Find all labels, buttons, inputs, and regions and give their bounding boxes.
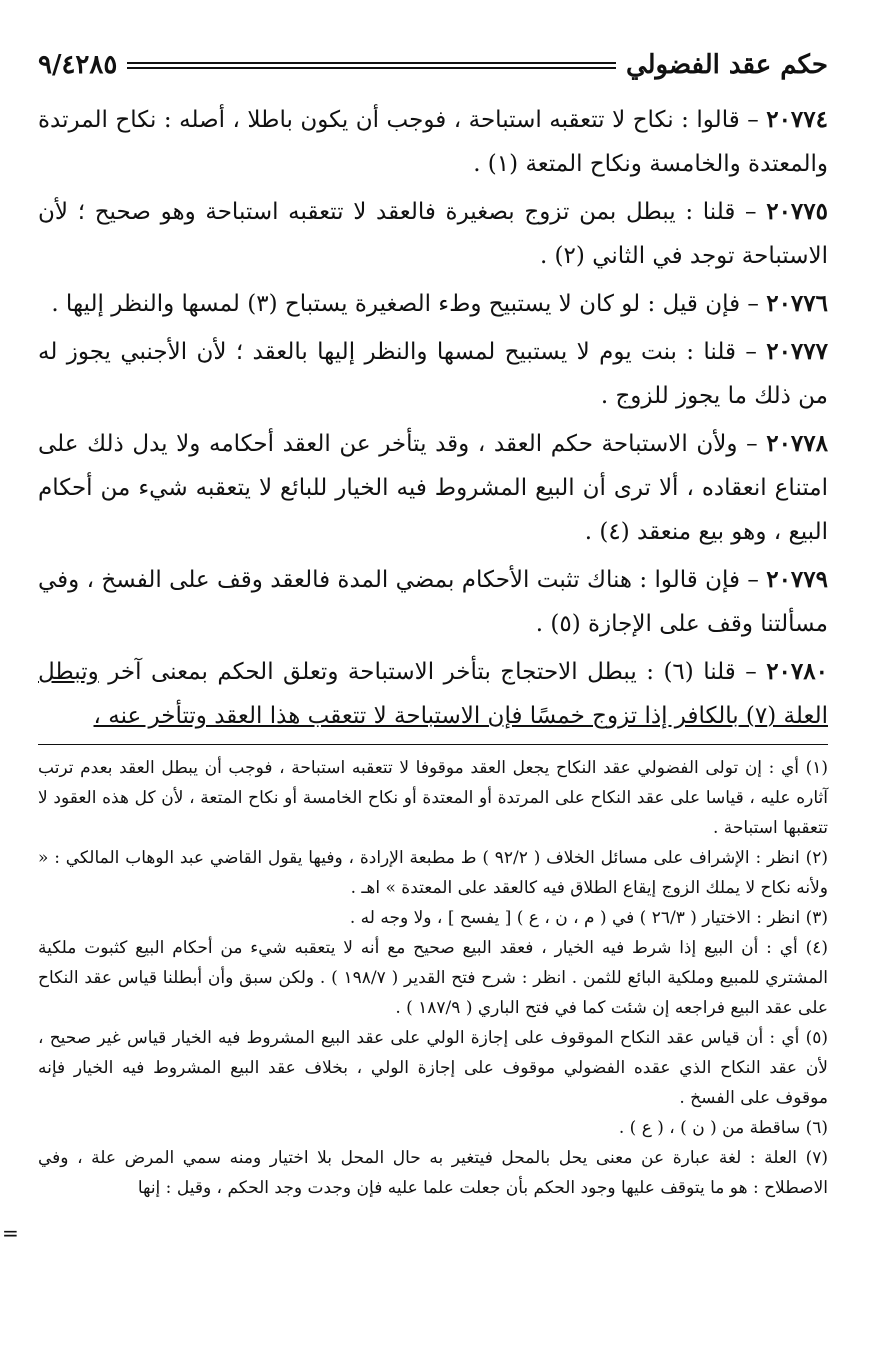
paragraph-text: – فإن قيل : لو كان لا يستبيح وطء الصغيرة يستباح (٣) لمسها والنظر إليها . — [51, 291, 767, 317]
footnote-divider — [38, 744, 828, 745]
running-header — [38, 40, 828, 90]
paragraph-text: – قلنا : بنت يوم لا يستبيح لمسها والنظر إليها بالعقد ؛ لأن الأجنبي يجوز له من ذلك ما يجوز للزوج . — [38, 339, 828, 409]
continuation-mark: = — [2, 1221, 19, 1245]
paragraph — [38, 282, 828, 326]
main-text — [38, 98, 828, 738]
paragraph-number: ٢٠٧٧٥ — [766, 198, 828, 225]
paragraph — [38, 422, 828, 554]
footnote: (٥) أي : أن قياس عقد النكاح الموقوف على إجازة الولي على عقد البيع المشروط فيه الخيار قياس غير صحيح ، لأن عقد النكاح الذي عقده الفضولي موقوف على إجازة الولي ، بخلاف عقد البيع المشروط فيه الخيار فإنه موقوف على الفسخ . — [38, 1028, 828, 1108]
footnote: (١) أي : إن تولى الفضولي عقد النكاح يجعل العقد موقوفا لا تتعقبه استباحة ، فوجب أن يبطل العقد بعدم ترتب آثاره عليه ، قياسا على عقد النكاح على المرتدة أو المعتدة أو نكاح الخامسة أو نكاح المتعة ، لأن كل هذه العقود لا تتعقبها استباحة . — [38, 758, 828, 838]
paragraph-number: ٢٠٧٨٠ — [766, 658, 828, 685]
paragraph-text: – ولأن الاستباحة حكم العقد ، وقد يتأخر عن العقد أحكامه ولا يدل ذلك على امتناع انعقاده ، ألا ترى أن البيع المشروط فيه الخيار للبائع لا يتعقبه شيء من أحكام البيع ، وهو بيع منعقد (٤) . — [38, 431, 828, 545]
footnote: (٢) انظر : الإشراف على مسائل الخلاف ( ٩٢/٢ ) ط مطبعة الإرادة ، وفيها يقول القاضي عبد الوهاب المالكي : « ولأنه نكاح لا يملك الزوج إيقاع الطلاق فيه كالعقد على المعتدة » اهـ . — [38, 848, 828, 898]
paragraph — [38, 650, 828, 738]
paragraph — [38, 558, 828, 646]
footnote: (٧) العلة : لغة عبارة عن معنى يحل بالمحل فيتغير به حال المحل بلا اختيار ومنه سمي المرض علة ، وفي الاصطلاح : هو ما يتوقف عليها وجود الحكم بأن جعلت علما عليه فإن وجدت وجد الحكم ، وقيل : إنها — [38, 1148, 828, 1198]
page — [38, 40, 828, 1203]
paragraph-text: – قالوا : نكاح لا تتعقبه استباحة ، فوجب أن يكون باطلا ، أصله : نكاح المرتدة والمعتدة والخامسة ونكاح المتعة (١) . — [38, 107, 828, 177]
paragraph-text: – قلنا : يبطل بمن تزوج بصغيرة فالعقد لا تتعقبه استباحة وهو صحيح ؛ لأن الاستباحة توجد في الثاني (٢) . — [38, 199, 828, 269]
paragraph-number: ٢٠٧٧٨ — [766, 430, 828, 457]
paragraph — [38, 190, 828, 278]
paragraph-number: ٢٠٧٧٧ — [766, 338, 828, 365]
paragraph-text: – فإن قالوا : هناك تثبت الأحكام بمضي المدة فالعقد وقف على الفسخ ، وفي مسألتنا وقف على الإجازة (٥) . — [38, 567, 828, 637]
paragraph-number: ٢٠٧٧٩ — [766, 566, 828, 593]
footnote: (٣) انظر : الاختيار ( ٢٦/٣ ) في ( م ، ن ، ع ) [ يفسح ] ، ولا وجه له . — [349, 908, 828, 928]
paragraph — [38, 98, 828, 186]
header-title: حكم عقد الفضولي — [625, 50, 828, 80]
footnote: (٤) أي : أن البيع إذا شرط فيه الخيار ، فعقد البيع صحيح مع أنه لا يتعقبه شيء من أحكام البيع كثبوت ملكية المشتري للمبيع وملكية البائع للثمن . انظر : شرح فتح القدير ( ١٩٨/٧ ) . ولكن سبق وأن أبطلنا قياس عقد النكاح على عقد البيع فراجعه إن شئت كما في فتح الباري ( ١٨٧/٩ ) . — [38, 938, 829, 1018]
paragraph-number: ٢٠٧٧٤ — [766, 106, 828, 133]
page-number: ٩/٤٢٨٥ — [38, 50, 118, 80]
underlined-text: وتبطل العلة (٧) بالكافر إذا تزوج خمسًا فإن الاستباحة لا تتعقب هذا العقد وتتأخر عنه ، — [38, 659, 828, 729]
footnote: (٦) ساقطة من ( ن ) ، ( ع ) . — [618, 1118, 828, 1138]
paragraph-number: ٢٠٧٧٦ — [766, 290, 828, 317]
paragraph — [38, 330, 828, 418]
header-rule — [127, 62, 616, 69]
paragraph-text: – قلنا (٦) : يبطل الاحتجاج بتأخر الاستباحة وتعلق الحكم بمعنى آخر — [98, 659, 767, 685]
footnotes — [38, 753, 828, 1203]
